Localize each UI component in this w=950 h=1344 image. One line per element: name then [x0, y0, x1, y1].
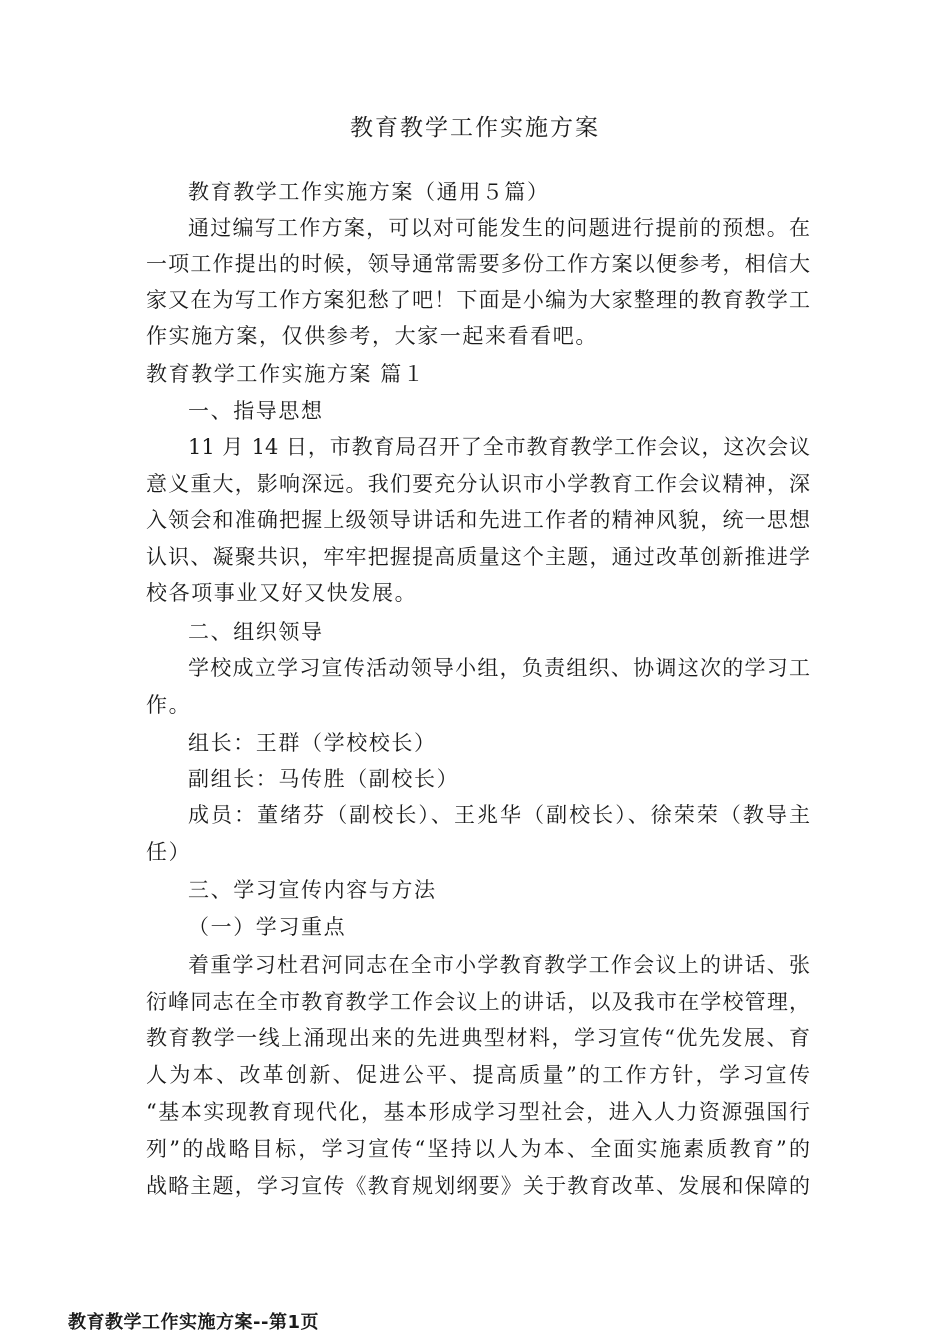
- body-line: 组长：王群（学校校长）: [188, 731, 437, 755]
- document-title: 教育教学工作实施方案: [350, 115, 600, 141]
- intro-line: 通过编写工作方案，可以对可能发生的问题进行提前的预想。在: [188, 216, 810, 240]
- body-line: 作。: [146, 693, 192, 717]
- intro-line: 家又在为写工作方案犯愁了吧！下面是小编为大家整理的教育教学工: [146, 288, 810, 312]
- body-line: 副组长：马传胜（副校长）: [188, 767, 460, 791]
- intro-line: 作实施方案，仅供参考，大家一起来看看吧。: [146, 324, 598, 348]
- body-line: 任）: [146, 840, 192, 864]
- body-line: 意义重大，影响深远。我们要充分认识市小学教育工作会议精神，深: [146, 472, 810, 496]
- intro-line: 一项工作提出的时候，领导通常需要多份工作方案以便参考，相信大: [146, 252, 810, 276]
- subheading: （一）学习重点: [188, 915, 347, 939]
- section-title: 教育教学工作实施方案 篇１: [146, 362, 426, 386]
- body-line: “基本实现教育现代化，基本形成学习型社会，进入人力资源强国行: [146, 1100, 810, 1124]
- body-line: 着重学习杜君河同志在全市小学教育教学工作会议上的讲话、张: [188, 953, 810, 977]
- heading: 一、指导思想: [188, 399, 324, 423]
- document-subtitle: 教育教学工作实施方案（通用５篇）: [188, 180, 550, 204]
- body-line: 11 月 14 日，市教育局召开了全市教育教学工作会议，这次会议: [188, 435, 810, 459]
- body-line: 教育教学一线上涌现出来的先进典型材料，学习宣传“优先发展、育: [146, 1026, 810, 1050]
- body-line: 学校成立学习宣传活动领导小组，负责组织、协调这次的学习工: [188, 656, 810, 680]
- body-line: 成员：董绪芬（副校长）、王兆华（副校长）、徐荣荣（教导主: [188, 803, 810, 827]
- body-line: 入领会和准确把握上级领导讲话和先进工作者的精神风貌，统一思想: [146, 508, 810, 532]
- heading: 三、学习宣传内容与方法: [188, 878, 437, 902]
- page-footer: 教育教学工作实施方案--第1页: [68, 1312, 319, 1333]
- body-line: 战略主题，学习宣传《教育规划纲要》关于教育改革、发展和保障的: [146, 1174, 810, 1198]
- heading: 二、组织领导: [188, 620, 324, 644]
- body-line: 校各项事业又好又快发展。: [146, 581, 418, 605]
- body-line: 列”的战略目标，学习宣传“坚持以人为本、全面实施素质教育”的: [146, 1137, 810, 1161]
- body-line: 人为本、改革创新、促进公平、提高质量”的工作方针，学习宣传: [146, 1063, 810, 1087]
- body-line: 衍峰同志在全市教育教学工作会议上的讲话，以及我市在学校管理，: [146, 990, 810, 1014]
- body-line: 认识、凝聚共识，牢牢把握提高质量这个主题，通过改革创新推进学: [146, 545, 810, 569]
